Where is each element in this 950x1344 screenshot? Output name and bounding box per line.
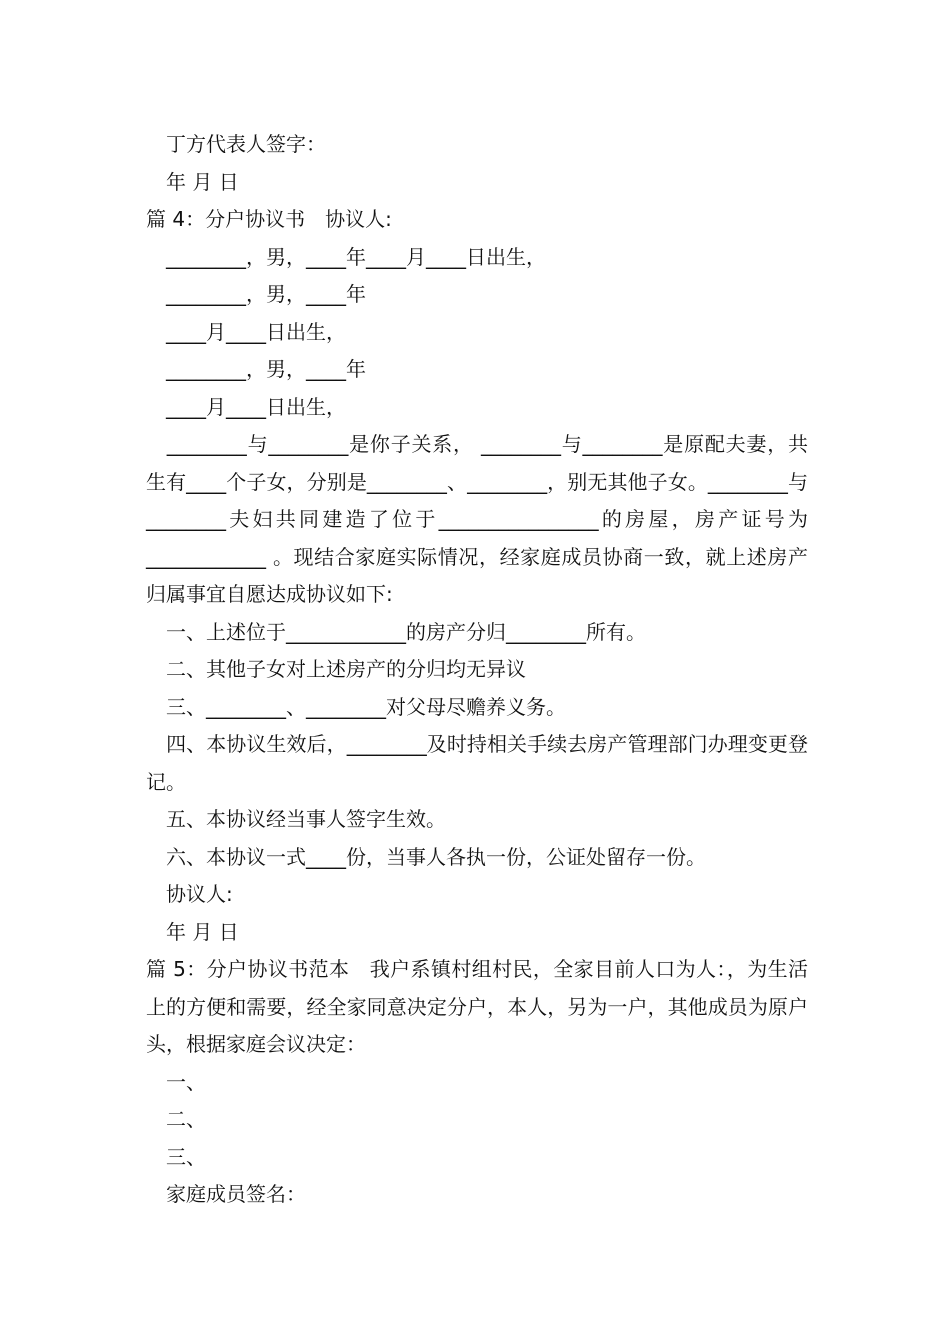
birth-date-line: ____月____日出生， [166, 394, 346, 419]
signatory-line: 协议人: [166, 882, 233, 906]
section-4-heading: 篇 4：分户协议书 协议人: [146, 207, 392, 231]
document-body [146, 126, 808, 1214]
clause-3: 三、________、________对父母尽赡养义务。 [166, 694, 566, 719]
birth-date-line: ____月____日出生， [166, 319, 346, 344]
party-d-signature-line: 丁方代表人签字： [166, 132, 326, 156]
item-2: 二、 [166, 1107, 206, 1131]
section-5-paragraph: 篇 5：分户协议书范本 我户系镇村组村民，全家目前人口为人：，为生活上的方便和需要，经全家同意决定分户，本人，另为一户，其他成员为原户头，根据家庭会议决定： [146, 957, 808, 1056]
date-line: 年 月 日 [166, 169, 239, 194]
item-3: 三、 [166, 1144, 206, 1169]
item-1: 一、 [166, 1069, 206, 1094]
party-line: ________，男，____年 [166, 357, 366, 381]
clause-6: 六、本协议一式____份，当事人各执一份，公证处留存一份。 [166, 844, 706, 869]
clause-5: 五、本协议经当事人签字生效。 [166, 807, 446, 831]
party-line: ________，男，____年____月____日出生， [166, 244, 546, 269]
party-line: ________，男，____年 [166, 282, 366, 306]
clause-1: 一、上述位于____________的房产分归________所有。 [166, 619, 646, 644]
date-line: 年 月 日 [166, 919, 239, 944]
family-signature-line: 家庭成员签名： [166, 1182, 306, 1206]
clause-4: 四、本协议生效后，________及时持相关手续去房产管理部门办理变更登记。 [146, 732, 808, 794]
family-relationship-paragraph: ________与________是你子关系， ________与________是原配夫妻，共生有____个子女，分别是________、________，别无其他子女。________与________夫妇共同建造了位于________________的房屋，房产证号为____________ 。现结合家庭实际情况，经家庭成员协商一致，就上述房产归属事宜自愿达成协议如下: [146, 432, 808, 606]
clause-2: 二、其他子女对上述房产的分归均无异议 [166, 657, 526, 681]
